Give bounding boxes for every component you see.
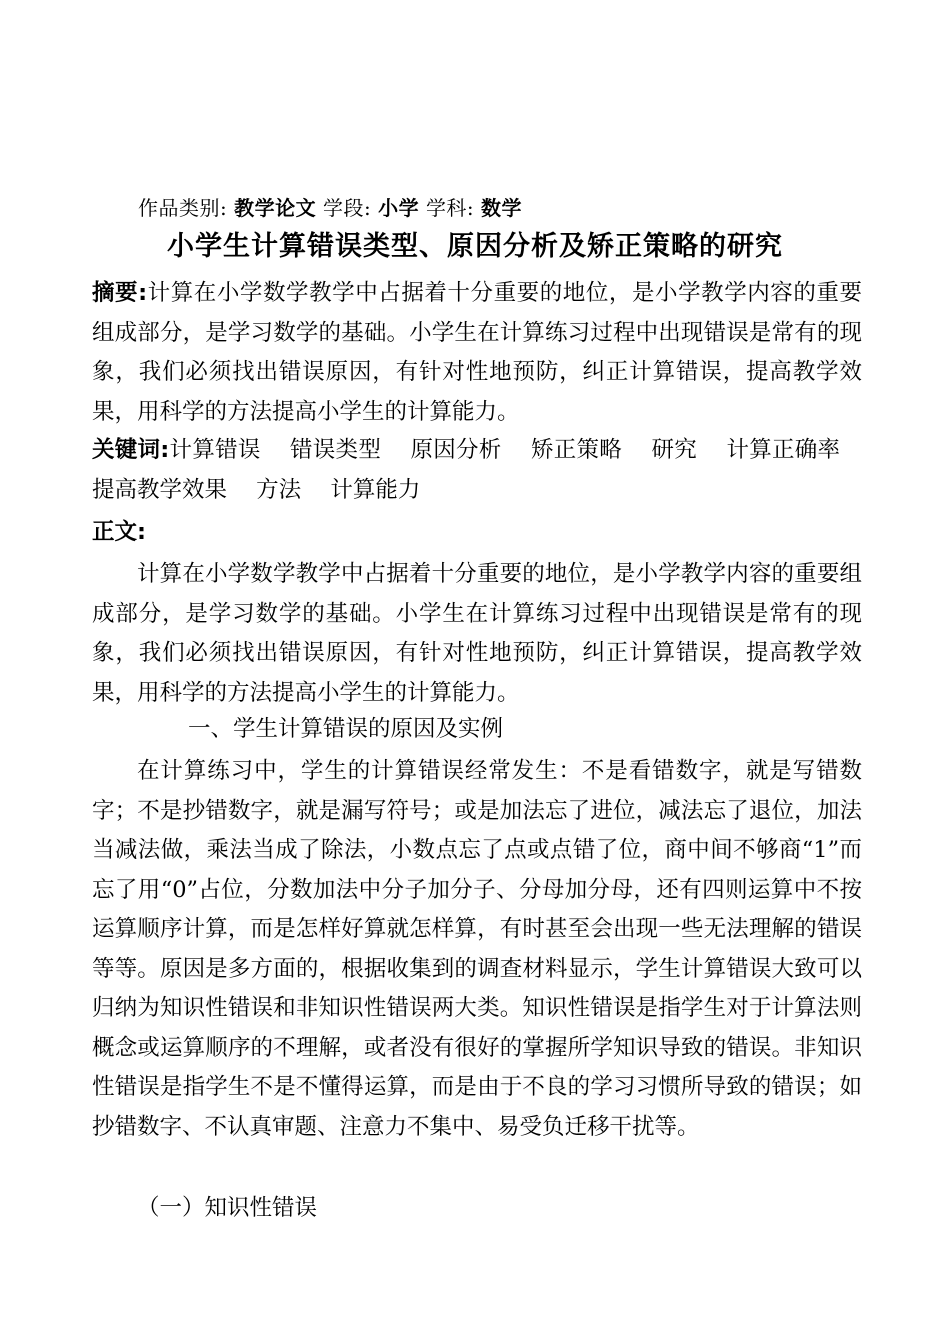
abstract-label: 摘要: [92, 280, 148, 306]
keyword-item: 计算错误 [169, 437, 261, 463]
stage-value: 小学 [378, 196, 420, 220]
keywords-section [92, 431, 862, 510]
keyword-item: 计算正确率 [726, 437, 840, 463]
body-label: 正文: [92, 519, 146, 545]
subject-value: 数学 [481, 196, 523, 220]
keyword-item: 计算能力 [330, 476, 421, 503]
body-paragraph: 计算在小学数学教学中占据着十分重要的地位，是小学教学内容的重要组成部分，是学习数学的基础。小学生在计算练习过程中出现错误是常有的现象，我们必须找出错误原因，有针对性地预防，纠正计算错误，提高教学效果，用科学的方法提高小学生的计算能力。 [92, 561, 862, 706]
body-paragraph: 在计算练习中，学生的计算错误经常发生：不是看错数字，就是写错数字；不是抄错数字，就是漏写符号；或是加法忘了进位，减法忘了退位，加法当减法做，乘法当成了除法，小数点忘了点或点错了位，商中间不够商“1”而忘了用“0”占位，分数加法中分子加分子、分母加分母，还有四则运算中不按运算顺序计算，而是怎样好算就怎样算，有时甚至会出现一些无法理解的错误等等。原因是多方面的，根据收集到的调查材料显示，学生计算错误大致可以归纳为知识性错误和非知识性错误两大类。知识性错误是指学生对于计算法则概念或运算顺序的不理解，或者没有很好的掌握所学知识导致的错误。非知识性错误是指学生不是不懂得运算，而是由于不良的学习习惯所导致的错误；如抄错数字、不认真审题、注意力不集中、易受负迁移干扰等。 [92, 758, 862, 1140]
category-value: 教学论文 [234, 196, 317, 220]
meta-line [138, 194, 522, 222]
subject-label: 学科: [425, 196, 475, 220]
keyword-item: 错误类型 [290, 437, 382, 463]
keywords-label: 关键词: [92, 437, 170, 463]
keyword-item: 研究 [651, 437, 698, 463]
keyword-item: 方法 [256, 476, 302, 503]
keyword-item: 提高教学效果 [92, 476, 228, 503]
stage-label: 学段: [322, 196, 372, 220]
abstract-section [92, 274, 862, 432]
keyword-item: 矫正策略 [531, 437, 623, 463]
category-label: 作品类别: [138, 196, 228, 220]
keyword-item: 原因分析 [410, 437, 502, 463]
subsection-heading: （一）知识性错误 [137, 1195, 318, 1221]
section-heading: 一、学生计算错误的原因及实例 [188, 716, 504, 742]
paper-title: 小学生计算错误类型、原因分析及矫正策略的研究 [167, 231, 783, 262]
abstract-text: 计算在小学数学教学中占据着十分重要的地位，是小学教学内容的重要组成部分，是学习数学的基础。小学生在计算练习过程中出现错误是常有的现象，我们必须找出错误原因，有针对性地预防，纠正计算错误，提高教学效果，用科学的方法提高小学生的计算能力。 [92, 280, 862, 425]
